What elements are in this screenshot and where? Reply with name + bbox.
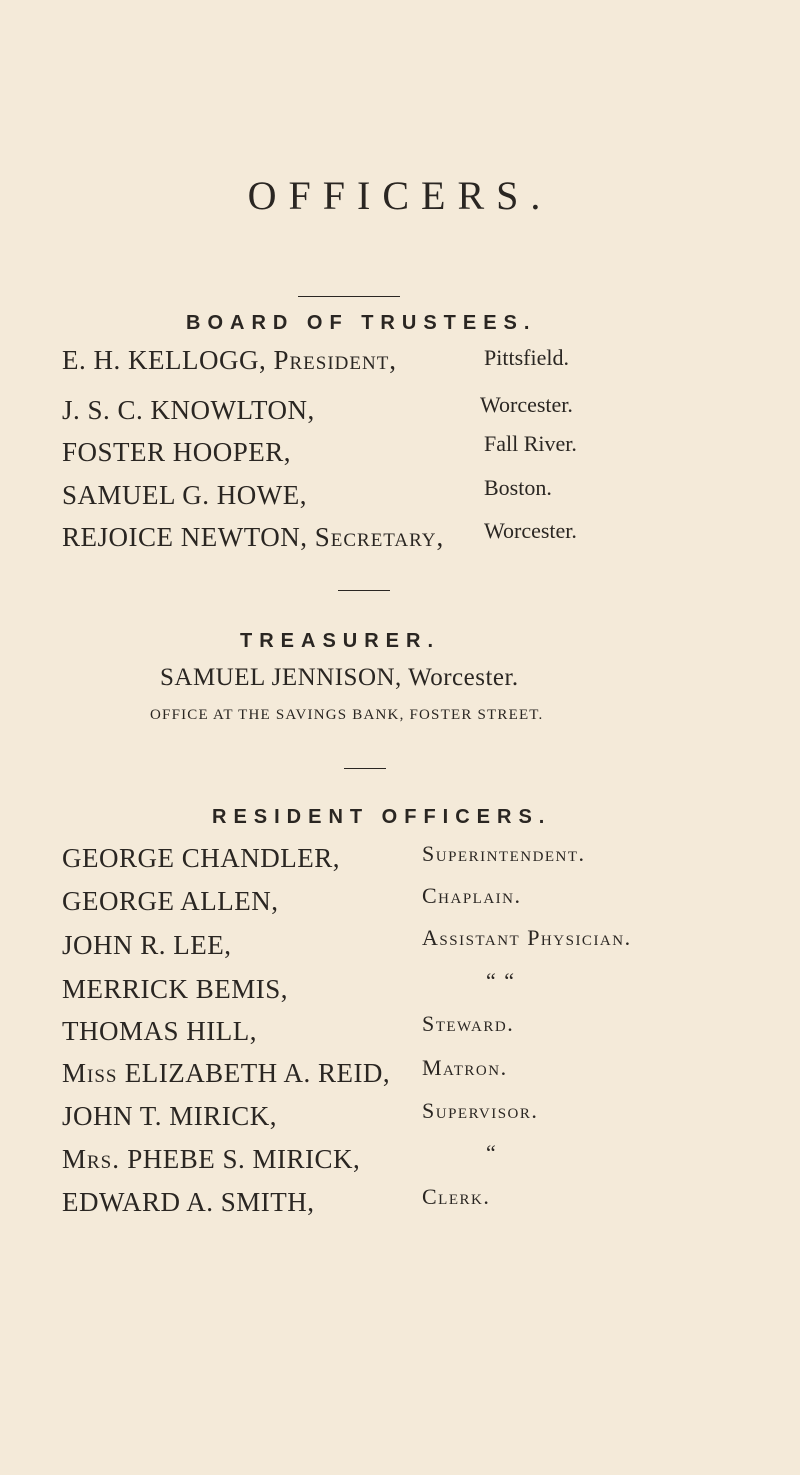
officer-name: THOMAS HILL,: [62, 1016, 257, 1046]
officer-role: Superintendent.: [422, 841, 586, 866]
officer-name: GEORGE ALLEN,: [62, 886, 279, 916]
trustee-role: President,: [273, 345, 398, 375]
officer-role: Clerk.: [422, 1184, 491, 1209]
officer-name: Mrs. PHEBE S. MIRICK,: [62, 1144, 361, 1174]
trustee-place: Worcester.: [484, 518, 577, 543]
officer-role: Chaplain.: [422, 883, 522, 908]
title-divider: [298, 296, 400, 297]
officer-name: Miss ELIZABETH A. REID,: [62, 1058, 391, 1088]
officer-role: Supervisor.: [422, 1098, 539, 1123]
officer-prefix: Miss: [62, 1058, 118, 1088]
officer-ditto: “ “: [486, 968, 516, 993]
trustee-name: E. H. KELLOGG, President,: [62, 345, 398, 375]
trustee-place: Fall River.: [484, 431, 577, 456]
trustee-name: REJOICE NEWTON, Secretary,: [62, 522, 445, 552]
board-heading: BOARD OF TRUSTEES.: [186, 312, 537, 334]
trustee-place: Boston.: [484, 475, 552, 500]
treasurer-line: SAMUEL JENNISON, Worcester.: [160, 664, 519, 691]
treasurer-office: OFFICE AT THE SAVINGS BANK, FOSTER STREET.: [150, 707, 544, 723]
trustee-name: J. S. C. KNOWLTON,: [62, 395, 315, 425]
officer-role: Matron.: [422, 1055, 508, 1080]
officer-name: GEORGE CHANDLER,: [62, 843, 340, 873]
officer-ditto: “: [486, 1140, 498, 1165]
trustee-place: Pittsfield.: [484, 345, 569, 370]
trustee-name: FOSTER HOOPER,: [62, 437, 292, 467]
resident-heading: RESIDENT OFFICERS.: [212, 806, 552, 828]
trustee-name: SAMUEL G. HOWE,: [62, 480, 307, 510]
officer-name: MERRICK BEMIS,: [62, 974, 289, 1004]
officer-prefix: Mrs.: [62, 1144, 120, 1174]
officer-name: JOHN T. MIRICK,: [62, 1101, 278, 1131]
treasurer-divider: [344, 768, 386, 769]
board-divider: [338, 590, 390, 591]
officer-name: EDWARD A. SMITH,: [62, 1187, 315, 1217]
officer-role: Assistant Physician.: [422, 925, 632, 950]
officer-name: JOHN R. LEE,: [62, 930, 232, 960]
trustee-place: Worcester.: [480, 392, 573, 417]
treasurer-heading: TREASURER.: [240, 630, 441, 652]
officer-role: Steward.: [422, 1011, 515, 1036]
trustee-role: Secretary,: [314, 522, 445, 552]
page-title: OFFICERS.: [247, 173, 553, 218]
